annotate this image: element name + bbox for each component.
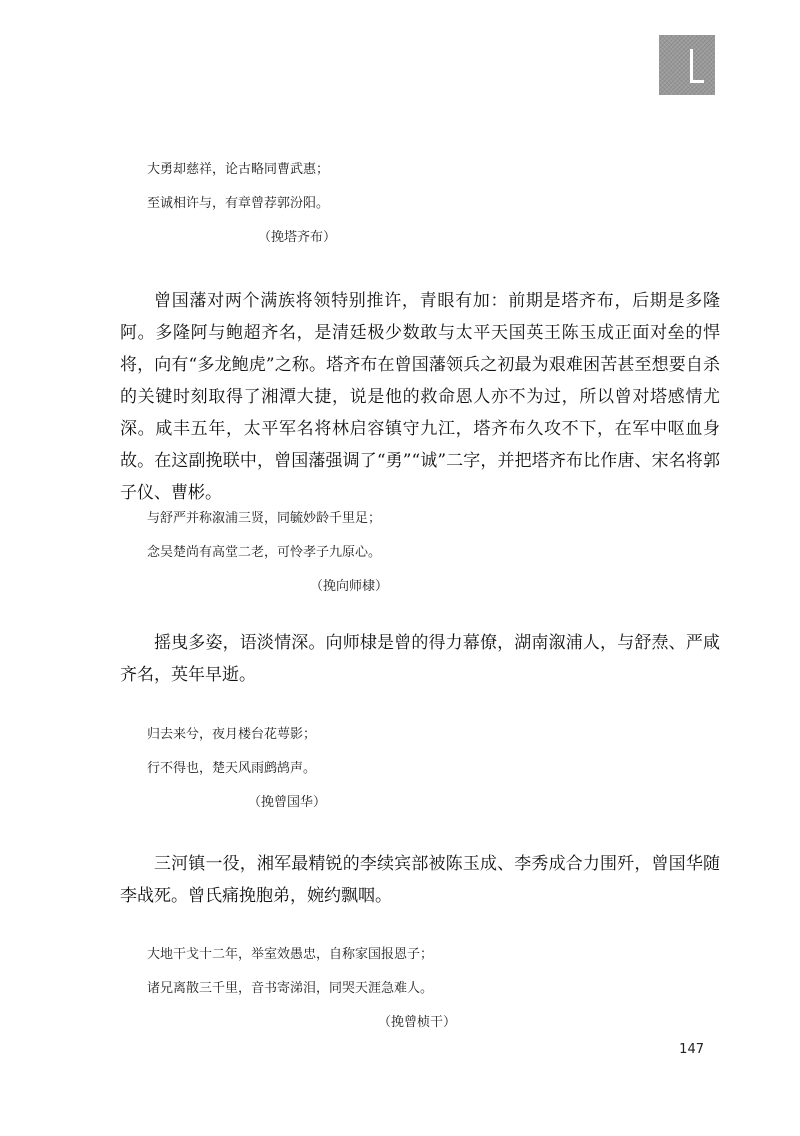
- couplet-1: [147, 153, 336, 255]
- couplet-3: [147, 718, 326, 820]
- couplet-attribution: （挽曾国华）: [248, 795, 327, 810]
- paragraph-text: 三河镇一役，湘军最精锐的李续宾部被陈玉成、李秀成合力围歼，曾国华随李战死。曾氏痛挽胞弟，婉约飘咽。: [120, 854, 720, 906]
- couplet-line: 大勇却慈祥，论古略同曹武惠；: [147, 162, 330, 177]
- couplet-attribution: （挽塔齐布）: [258, 230, 337, 245]
- chapter-letter-L-icon: [690, 49, 704, 83]
- couplet-line: 诸兄离散三千里，音书寄涕泪，同哭天涯急难人。: [147, 981, 434, 996]
- couplet-4: [147, 938, 456, 1040]
- paragraph-2: [120, 627, 720, 691]
- couplet-line: 行不得也，楚天风雨鹧鸪声。: [147, 761, 317, 776]
- paragraph-3: [120, 848, 720, 912]
- paragraph-text: 曾国藩对两个满族将领特别推许，青眼有加：前期是塔齐布，后期是多隆阿。多隆阿与鲍超齐名，是清廷极少数敢与太平天国英王陈玉成正面对垒的悍将，向有“多龙鲍虎”之称。塔齐布在曾国藩领兵之初最为艰难困苦甚至想要自杀的关键时刻取得了湘潭大捷，说是他的救命恩人亦不为过，所以曾对塔感情尤深。咸丰五年，太平军名将林启容镇守九江，塔齐布久攻不下，在军中呕血身故。在这副挽联中，曾国藩强调了“勇”“诚”二字，并把塔齐布比作唐、宋名将郭子仪、曹彬。: [120, 291, 720, 503]
- couplet-line: 与舒严并称溆浦三贤，同毓妙龄千里足；: [147, 511, 382, 526]
- couplet-attribution: （挽曾桢干）: [378, 1015, 457, 1030]
- couplet-2: [147, 502, 388, 604]
- paragraph-text: 摇曳多姿，语淡情深。向师棣是曾的得力幕僚，湖南溆浦人，与舒焘、严咸齐名，英年早逝。: [120, 633, 720, 685]
- couplet-line: 念吴楚尚有高堂二老，可怜孝子九原心。: [147, 545, 382, 560]
- couplet-line: 至诚相许与，有章曾荐郭汾阳。: [147, 196, 330, 211]
- couplet-line: 归去来兮，夜月楼台花萼影；: [147, 727, 317, 742]
- couplet-line: 大地干戈十二年，举室效愚忠，自称家国报恩子；: [147, 947, 434, 962]
- page-number: 147: [679, 1042, 704, 1057]
- chapter-tab: [659, 35, 715, 95]
- paragraph-1: [120, 285, 720, 509]
- couplet-attribution: （挽向师棣）: [310, 579, 389, 594]
